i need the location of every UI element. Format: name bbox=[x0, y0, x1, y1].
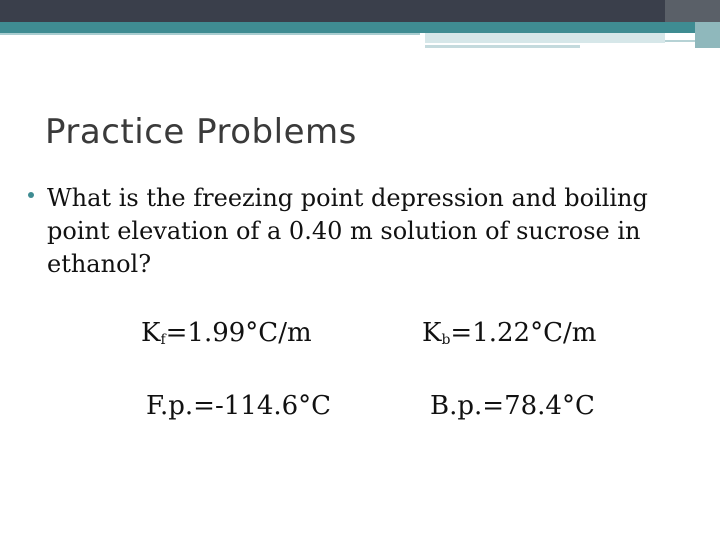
header-bar-dark bbox=[0, 0, 720, 22]
kf-value: =1.99°C/m bbox=[165, 318, 312, 348]
bullet-text: What is the freezing point depression and boiling point elevation of a 0.40 m solution of sucrose in ethanol? bbox=[47, 184, 648, 278]
header-bar-teal-right bbox=[695, 22, 720, 48]
header-accent-line bbox=[0, 33, 420, 35]
header-bar-dark-right bbox=[665, 0, 720, 22]
bullet-icon bbox=[28, 192, 34, 198]
boiling-point: B.p.=78.4°C bbox=[430, 391, 595, 421]
header-accent-block bbox=[425, 33, 665, 43]
freezing-point: F.p.=-114.6°C bbox=[146, 391, 332, 421]
kb-subscript: b bbox=[441, 332, 451, 348]
boiling-constant bbox=[422, 318, 596, 348]
kf-subscript: f bbox=[160, 332, 166, 348]
header-accent-line-short bbox=[425, 45, 580, 48]
freezing-constant bbox=[141, 318, 312, 348]
header-accent-line-right bbox=[665, 40, 695, 42]
slide-title: Practice Problems bbox=[45, 112, 357, 152]
header-bar-teal bbox=[0, 22, 720, 33]
bullet-item bbox=[28, 182, 668, 281]
kf-symbol: K bbox=[141, 318, 161, 348]
kb-value: =1.22°C/m bbox=[450, 318, 597, 348]
kb-symbol: K bbox=[422, 318, 442, 348]
